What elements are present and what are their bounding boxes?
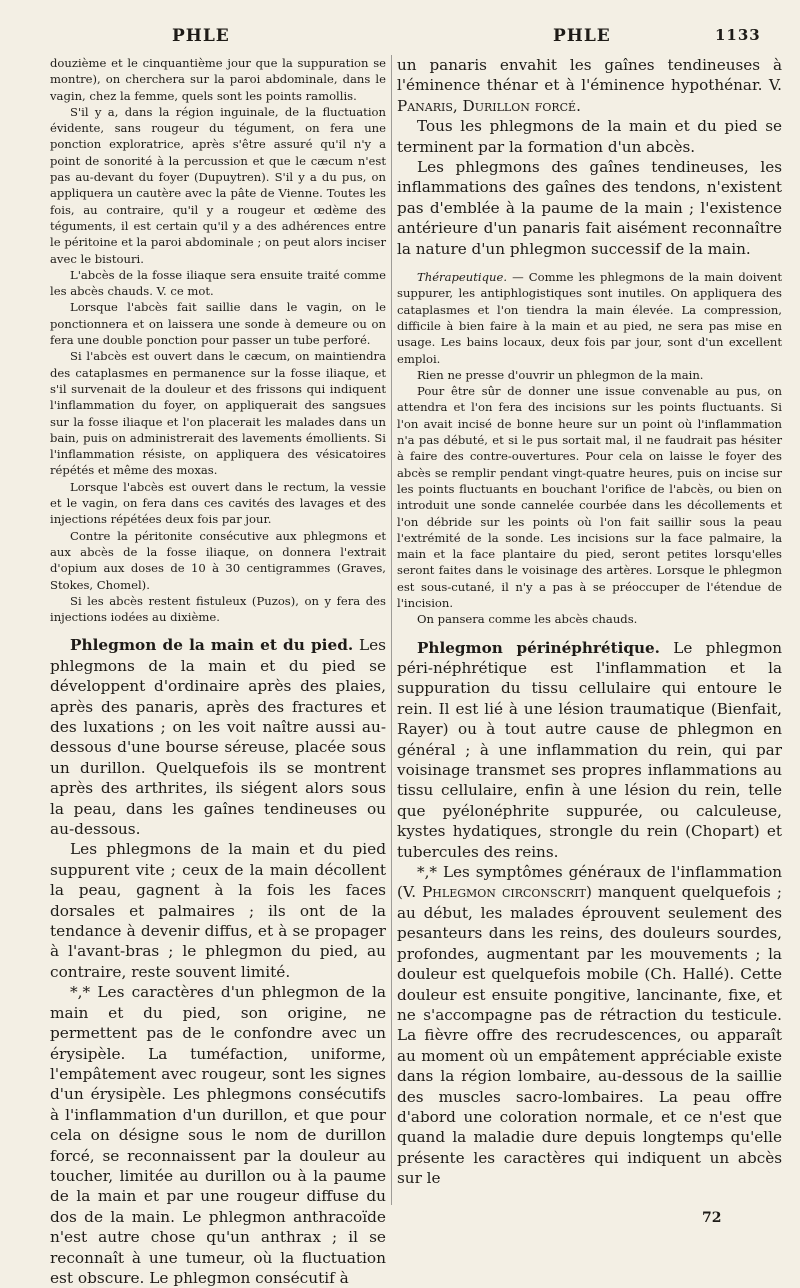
paragraph-text: Les phlegmons de la main et du pied se développent d'ordinaire après des plaies, après des panaris, après des fractures et des luxations ; on les voit naître aussi au-dessous d'une bourse séreuse, placée sous un durillon. Quelquefois ils se montrent après des arthrites, ils siégent alors sous la peau, dans les gaînes tendineuses ou au-dessous. bbox=[50, 636, 386, 839]
paragraph: Les phlegmons de la main et du pied suppurent vite ; ceux de la main décollent la peau, gagnent à la fois les faces dorsales et palmaires ; ils ont de la tendance à devenir diffus, et à se propager à l'avant-bras ; le phlegmon du pied, au contraire, reste souvent limité. bbox=[50, 840, 386, 981]
cross-reference: V. Panaris, Durillon forcé. bbox=[397, 76, 783, 115]
paragraph-text: *,* Les symptômes généraux de l'inflammation bbox=[417, 863, 782, 882]
running-head-left: PHLE bbox=[172, 26, 230, 46]
paragraph: S'il y a, dans la région inguinale, de la fluctuation évidente, sans rougeur du tégument, on fera une ponction exploratrice, après s'être assuré qu'il n'y a point de sonorité à la percussion et que le cæcum n'est pas au-devant du foyer (Dupuytren). S'il y a du pus, on appliquera un cautère avec la pâte de Vienne. Toutes les fois, au contraire, qu'il y a rougeur et œdème des téguments, il est certain qu'il y a des adhérences entre le péritoine et la paroi abdominale ; on peut alors inciser avec le bistouri. bbox=[50, 104, 386, 266]
paragraph: On pansera comme les abcès chauds. bbox=[417, 612, 638, 627]
signature-mark: 72 bbox=[702, 1210, 722, 1226]
paragraph-text: un panaris envahit les gaînes tendineuses à l'éminence thénar et à l'éminence hypothénar. bbox=[397, 56, 782, 95]
paragraph-text: — Comme les phlegmons de la main doivent suppurer, les antiphlogistiques sont inutiles. On appliquera des cataplasmes et l'on tiendra la main élevée. La compression, difficile à bien faire à la main et au pied, ne sera pas mise en usage. Les bains locaux, deux fois par jour, sont d'un excellent emploi. bbox=[397, 270, 782, 366]
paragraph: Rien ne presse d'ouvrir un phlegmon de la main. bbox=[417, 367, 704, 382]
paragraph: *,* Les caractères d'un phlegmon de la main et du pied, son origine, ne permettent pas de le confondre avec un érysipèle. La tuméfaction, uniforme, l'empâtement avec rougeur, sont les signes d'un érysipèle. Les phlegmons consécutifs à l'inflammation d'un durillon, et que pour cela on désigne sous le nom de durillon forcé, se reconnaissent par la douleur au toucher, limitée au durillon ou à la paume de la main et par une rougeur diffuse du dos de la main. Le phlegmon anthracoïde n'est autre chose qu'un anthrax ; il se reconnaît à une tumeur, où la fluctuation est obscure. Le phlegmon consécutif à bbox=[50, 983, 386, 1287]
paragraph: Les phlegmons des gaînes tendineuses, les inflammations des gaînes des tendons, n'existent pas d'emblée à la paume de la main ; l'existence antérieure d'un panaris fait aisément reconnaître la nature d'un phlegmon successif de la main. bbox=[397, 158, 782, 258]
paragraph-text: manquent quelquefois ; au début, les malades éprouvent seulement des pesanteurs dans les reins, des douleurs sourdes, profondes, augmentant par les mouvements ; la douleur est quelquefois mobile (Ch. Hallé). Cette douleur est ensuite pongitive, lancinante, fixe, et ne s'accompagne pas de rétraction du testicule. La fièvre offre des recrudescences, ou apparaît au moment où un empâtement appréciable existe dans la région lombaire, au-dessous de la saillie des muscles sacro-lombaires. La peau offre d'abord une coloration normale, et ce n'est que quand la maladie dure depuis longtemps qu'elle présente les caractères qui indiquent un abcès sur le bbox=[397, 883, 782, 1188]
running-head-right: PHLE bbox=[553, 26, 611, 46]
column-divider bbox=[391, 55, 392, 1205]
paragraph: Contre la péritonite consécutive aux phlegmons et aux abcès de la fosse iliaque, on donnera l'extrait d'opium aux doses de 10 à 30 centigrammes (Graves, Stokes, Chomel). bbox=[50, 528, 386, 592]
section-paragraph bbox=[397, 638, 782, 862]
paragraph: Si l'abcès est ouvert dans le cæcum, on maintiendra des cataplasmes en permanence sur la fosse iliaque, et s'il survenait de la douleur et des frissons qui indiquent l'inflammation du foyer, on appliquerait des sangsues sur la fosse iliaque et l'on placerait les malades dans un bain, puis on administrerait des lavements émollients. Si l'inflammation résiste, on appliquera des vésicatoires répétés et même des moxas. bbox=[50, 349, 386, 478]
cross-reference: (V. Phlegmon circonscrit) bbox=[397, 883, 592, 902]
section-paragraph bbox=[50, 635, 386, 839]
paragraph: Lorsque l'abcès est ouvert dans le rectum, la vessie et le vagin, on fera dans ces cavités des lavages et des injections répétées deux fois par jour. bbox=[50, 479, 386, 527]
paragraph: Si les abcès restent fistuleux (Puzos), on y fera des injections iodées au dixième. bbox=[50, 593, 386, 625]
paragraph bbox=[397, 862, 782, 1189]
therapy-label: Thérapeutique. bbox=[417, 270, 508, 285]
page-number: 1133 bbox=[715, 26, 761, 44]
paragraph bbox=[397, 55, 782, 116]
section-title: Phlegmon de la main et du pied. bbox=[70, 636, 354, 655]
paragraph: L'abcès de la fosse iliaque sera ensuite traité comme les abcès chauds. V. ce mot. bbox=[50, 267, 386, 299]
left-column bbox=[50, 55, 386, 1287]
paragraph: Tous les phlegmons de la main et du pied se terminent par la formation d'un abcès. bbox=[397, 117, 782, 156]
paragraph: Pour être sûr de donner une issue convenable au pus, on attendra et l'on fera des incisions sur les points fluctuants. Si l'on avait incisé de bonne heure sur un point où l'inflammation n'a pas débuté, et si le pus sortait mal, il ne faudrait pas hésiter à faire des contre-ouvertures. Pour cela on laisse le foyer des abcès se remplir pendant vingt-quatre heures, puis on incise sur les points fluctuants en bouchant l'orifice de l'abcès, ou bien on introduit une sonde cannelée courbée dans les décollements et l'on débride sur les points où l'on fait saillir sous la peau l'extrémité de la sonde. Les incisions sur la face palmaire, la main et la face plantaire du pied, seront petites lorsqu'elles seront faites dans le voisinage des artères. Lorsque le phlegmon est sous-cutané, il n'y a pas à se préoccuper de l'étendue de l'incision. bbox=[397, 384, 782, 610]
paragraph-text: Le phlegmon péri-néphrétique est l'inflammation et la suppuration du tissu cellulaire qui entoure le rein. Il est lié à une lésion traumatique (Bienfait, Rayer) ou à tout autre cause de phlegmon en général ; à une inflammation du rein, qui par voisinage transmet ses propres inflammations au tissu cellulaire, enfin à une lésion du rein, telle que pyélonéphrite suppurée, ou calculeuse, kystes hydatiques, strongle du rein (Chopart) et tubercules des reins. bbox=[397, 638, 782, 861]
section-title: Phlegmon périnéphrétique. bbox=[417, 638, 660, 657]
paragraph: douzième et le cinquantième jour que la suppuration se montre), on cherchera sur la paroi abdominale, dans le vagin, chez la femme, quels sont les points ramollis. bbox=[50, 56, 386, 103]
paragraph: Lorsque l'abcès fait saillie dans le vagin, on le ponctionnera et on laissera une sonde à demeure ou on fera une double ponction pour passer un tube perforé. bbox=[50, 300, 386, 348]
therapy-paragraph bbox=[397, 269, 782, 367]
right-column bbox=[397, 55, 782, 1205]
